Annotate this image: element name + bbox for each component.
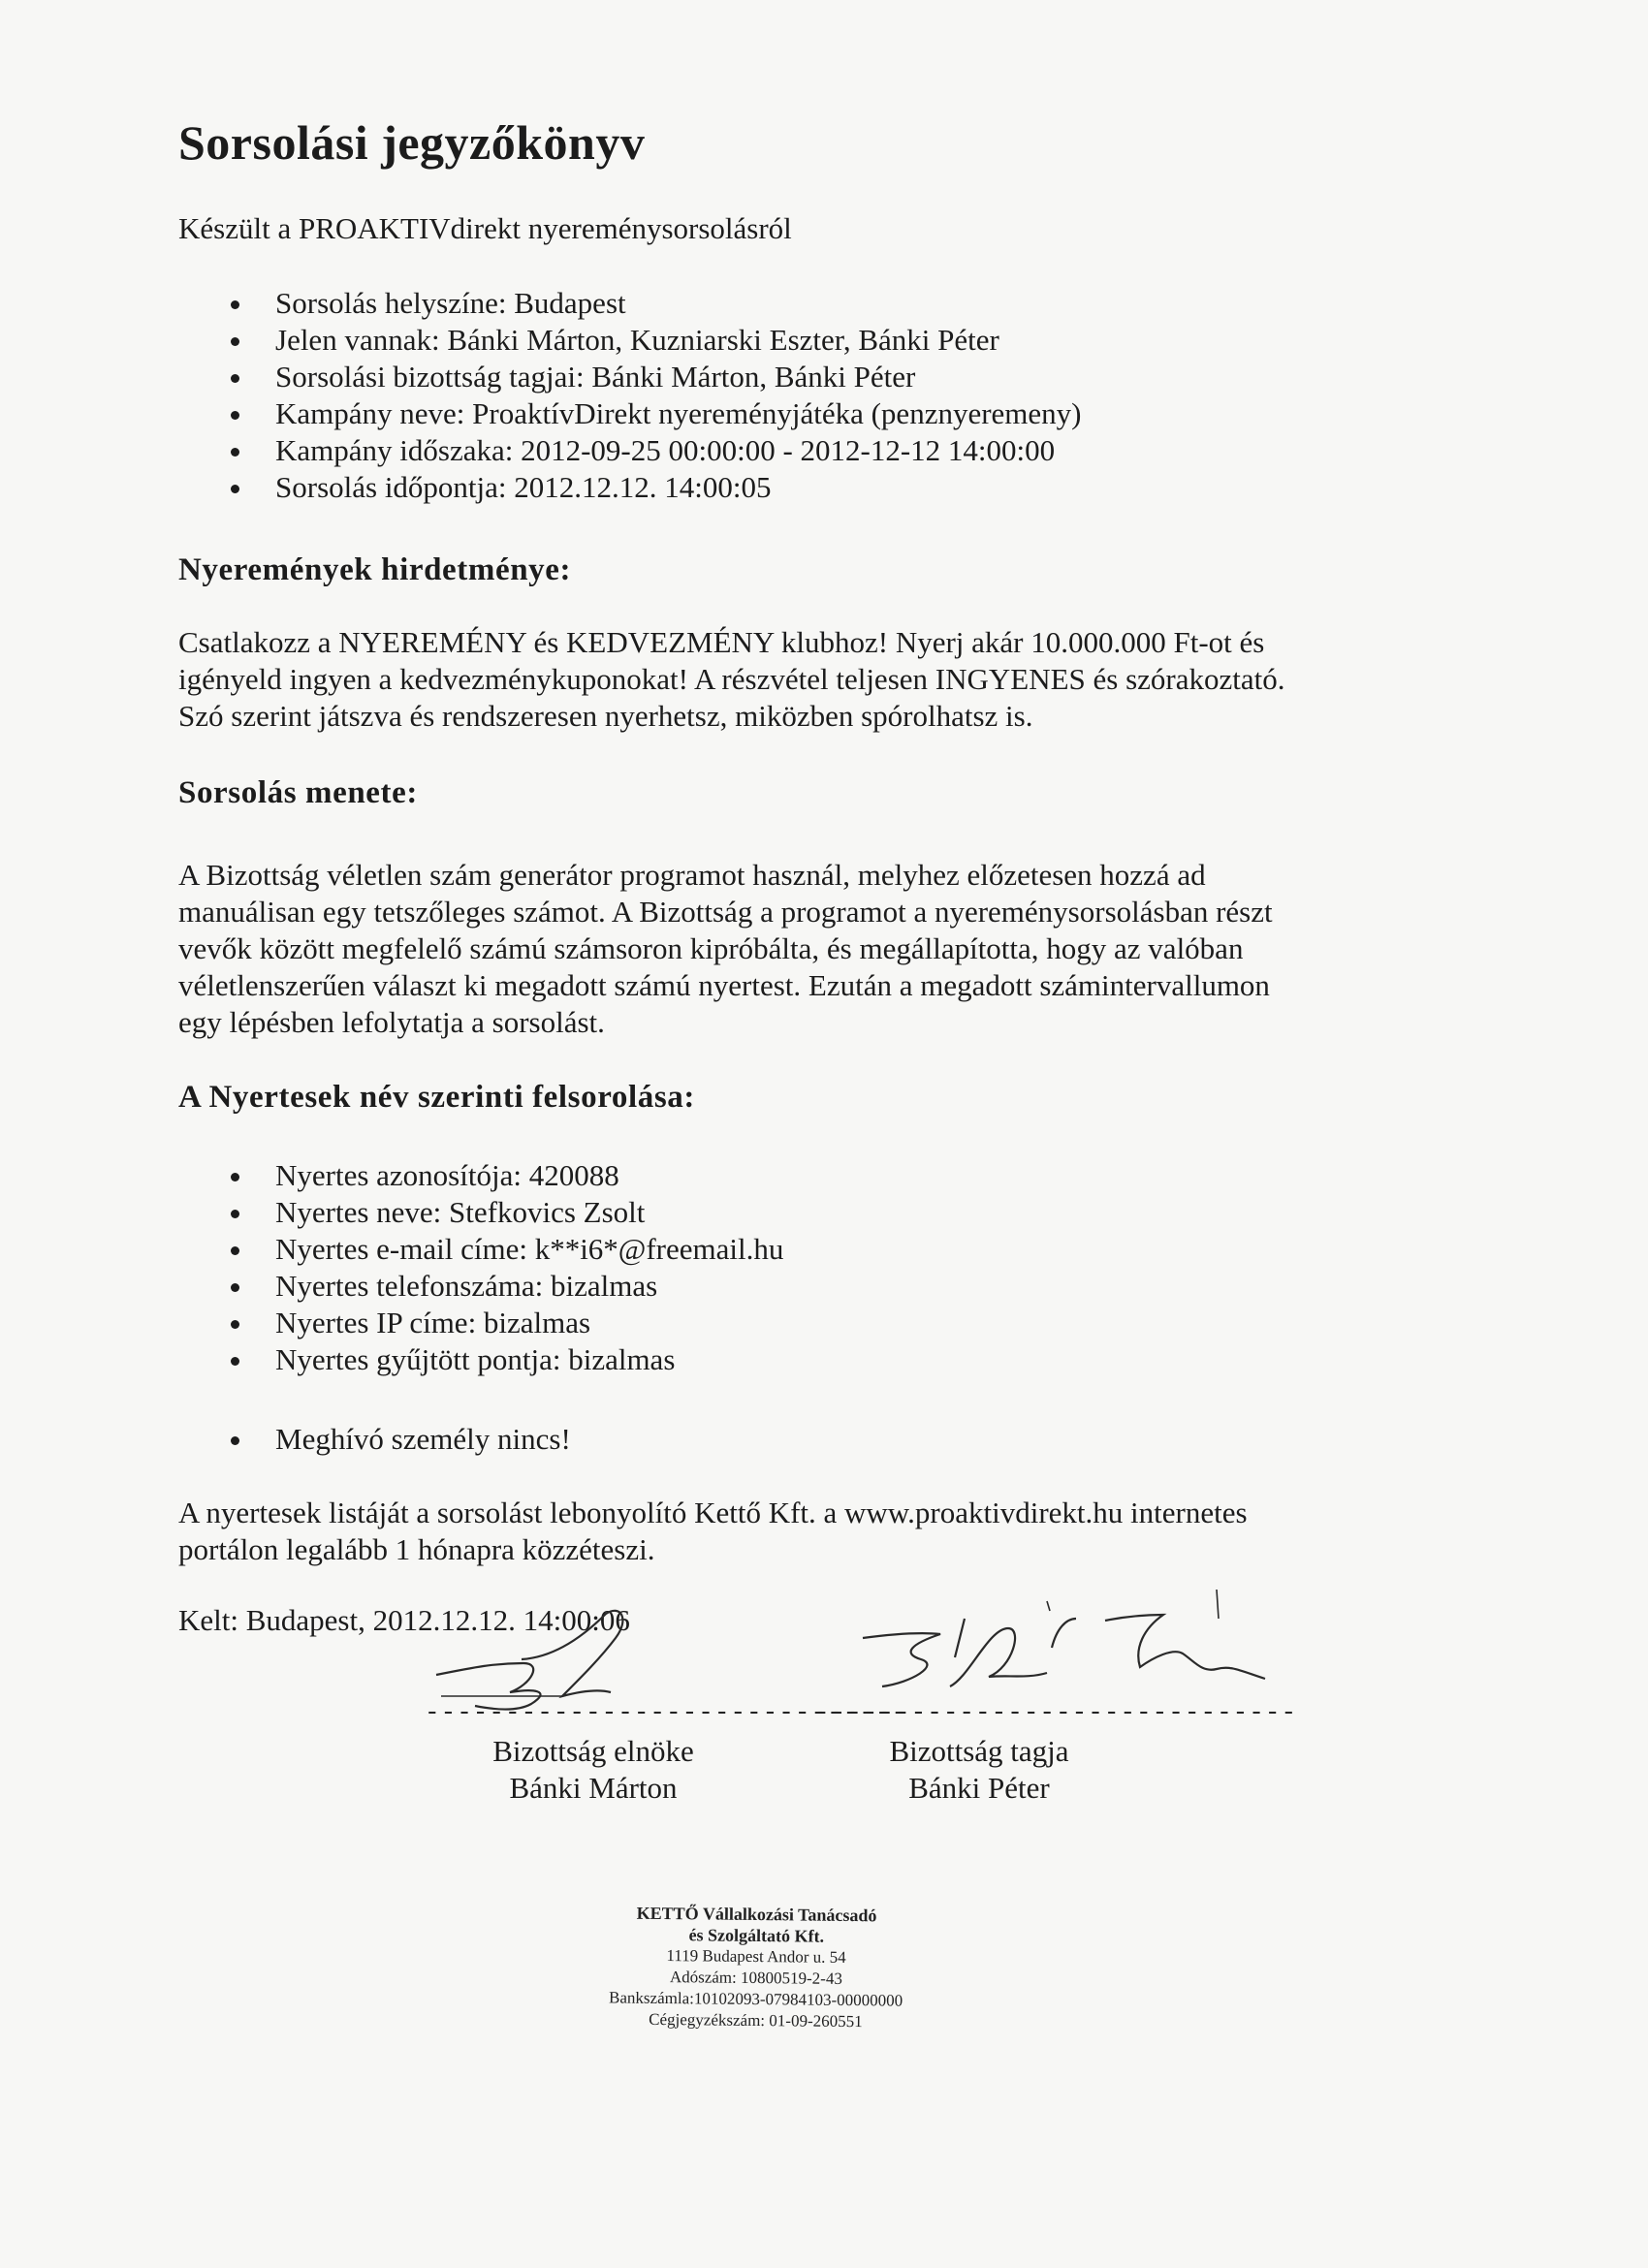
list-item: Sorsolási bizottság tagjai: Bánki Márton, Bánki Péter bbox=[178, 359, 1082, 395]
text-line: A Bizottság véletlen szám generátor programot használ, melyhez előzetesen hozzá ad bbox=[178, 858, 1206, 892]
list-item: Sorsolás helyszíne: Budapest bbox=[178, 285, 1082, 322]
procedure-heading: Sorsolás menete: bbox=[178, 775, 418, 810]
list-item: Kampány időszaka: 2012-09-25 00:00:00 - 2012-12-12 14:00:00 bbox=[178, 432, 1082, 469]
text-line: portálon legalább 1 hónapra közzéteszi. bbox=[178, 1532, 655, 1566]
signer-role: Bizottság tagja bbox=[889, 1734, 1069, 1768]
list-item: Nyertes e-mail címe: k**i6*@freemail.hu bbox=[178, 1231, 783, 1268]
subtitle: Készült a PROAKTIVdirekt nyereménysorsolásról bbox=[178, 211, 792, 245]
text-line: igényeld ingyen a kedvezménykuponokat! A részvétel teljesen INGYENES és szórakoztató. bbox=[178, 662, 1285, 696]
signer-name: Bánki Márton bbox=[509, 1771, 678, 1805]
signature-line-left: ------------------------------ bbox=[425, 1698, 908, 1727]
signer-role: Bizottság elnöke bbox=[492, 1734, 694, 1768]
company-stamp bbox=[542, 1902, 969, 2034]
signature-left-drawing bbox=[417, 1599, 688, 1725]
winners-heading: A Nyertesek név szerinti felsorolása: bbox=[178, 1080, 695, 1115]
list-item: Meghívó személy nincs! bbox=[178, 1421, 571, 1458]
text-line: manuálisan egy tetszőleges számot. A Bizottság a programot a nyereménysorsolásban részt bbox=[178, 895, 1273, 929]
text-line: véletlenszerűen választ ki megadott számú nyertest. Ezután a megadott számintervallumon bbox=[178, 968, 1270, 1002]
winners-list bbox=[178, 1157, 783, 1378]
announcement-text bbox=[178, 624, 1400, 735]
stamp-line: Adószám: 10800519-2-43 bbox=[669, 1968, 842, 1988]
text-line: vevők között megfelelő számú számsoron kipróbálta, és megállapította, hogy az valóban bbox=[178, 931, 1244, 965]
inviter-list bbox=[178, 1421, 571, 1458]
text-line: Csatlakozz a NYEREMÉNY és KEDVEZMÉNY klubhoz! Nyerj akár 10.000.000 Ft-ot és bbox=[178, 625, 1265, 659]
list-item: Nyertes neve: Stefkovics Zsolt bbox=[178, 1194, 783, 1231]
signer-name: Bánki Péter bbox=[908, 1771, 1050, 1805]
stamp-line: Bankszámla:10102093-07984103-00000000 bbox=[608, 1988, 903, 2010]
details-list bbox=[178, 285, 1082, 506]
signature-right-drawing bbox=[853, 1590, 1299, 1725]
stamp-line: KETTŐ Vállalkozási Tanácsadó bbox=[636, 1903, 877, 1926]
page-title: Sorsolási jegyzőkönyv bbox=[178, 115, 646, 170]
text-line: A nyertesek listáját a sorsolást lebonyolító Kettő Kft. a www.proaktivdirekt.hu internetes bbox=[178, 1496, 1248, 1529]
list-item: Sorsolás időpontja: 2012.12.12. 14:00:05 bbox=[178, 469, 1082, 506]
stamp-line: 1119 Budapest Andor u. 54 bbox=[666, 1946, 846, 1967]
list-item: Jelen vannak: Bánki Márton, Kuzniarski Eszter, Bánki Péter bbox=[178, 322, 1082, 359]
signature-line-right: ------------------------------ bbox=[814, 1698, 1298, 1727]
list-item: Nyertes gyűjtött pontja: bizalmas bbox=[178, 1341, 783, 1378]
list-item: Nyertes azonosítója: 420088 bbox=[178, 1157, 783, 1194]
procedure-text bbox=[178, 857, 1400, 1041]
list-item: Kampány neve: ProaktívDirekt nyereményjátéka (penznyeremeny) bbox=[178, 395, 1082, 432]
dated-line: Kelt: Budapest, 2012.12.12. 14:00:06 bbox=[178, 1603, 630, 1637]
list-item: Nyertes IP címe: bizalmas bbox=[178, 1305, 783, 1341]
stamp-line: Cégjegyzékszám: 01-09-260551 bbox=[649, 2009, 863, 2032]
signature-left-label bbox=[448, 1733, 739, 1807]
list-item: Nyertes telefonszáma: bizalmas bbox=[178, 1268, 783, 1305]
announcement-heading: Nyeremények hirdetménye: bbox=[178, 552, 572, 587]
publication-text bbox=[178, 1495, 1400, 1568]
text-line: Szó szerint játszva és rendszeresen nyerhetsz, miközben spórolhatsz is. bbox=[178, 699, 1033, 733]
text-line: egy lépésben lefolytatja a sorsolást. bbox=[178, 1005, 605, 1039]
signature-right-label bbox=[834, 1733, 1125, 1807]
stamp-line: és Szolgáltató Kft. bbox=[688, 1925, 825, 1946]
